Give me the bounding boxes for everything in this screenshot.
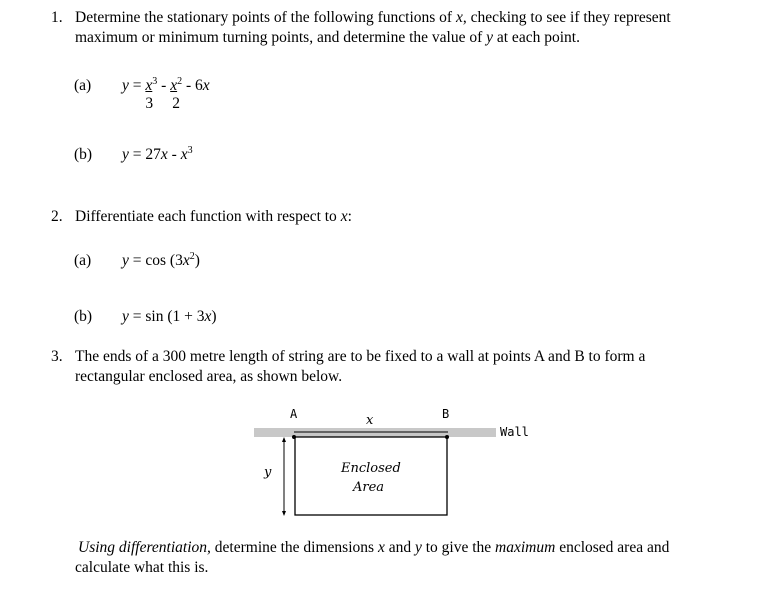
q3-text-line1: The ends of a 300 metre length of string are to be fixed to a wall at points A and B to form a [75, 348, 646, 365]
q1-number: 1. [51, 9, 63, 26]
label-wall: Wall [500, 425, 529, 439]
label-area: Area [353, 480, 385, 495]
y-arrow-top [282, 437, 286, 442]
q2a-equation: $y = \cos (3x^2)$ [122, 251, 200, 269]
y-arrow-bottom [282, 511, 286, 516]
q1b-equation: $y = 27x - x^3$ [122, 145, 193, 163]
q3-final-line2: calculate what this is. [75, 559, 209, 576]
q2a-label: (a) [74, 252, 92, 269]
q3-number: 3. [51, 348, 63, 365]
label-point-b: B [442, 407, 450, 421]
label-y: y [264, 465, 272, 480]
q1a-equation: $y = x^3$ 3 - $x^2$ 2 - 6x [122, 76, 210, 112]
q1b-label: (b) [74, 146, 93, 163]
q1-text-line2: maximum or minimum turning points, and determine the value of y at each point. [75, 29, 580, 46]
q3-text-line2: rectangular enclosed area, as shown below. [75, 368, 343, 385]
q1a-label: (a) [74, 77, 92, 94]
label-x: x [366, 413, 374, 428]
label-point-a: A [290, 407, 298, 421]
q2b-equation: y = sin (1 + 3x) [122, 308, 217, 325]
q2b-label: (b) [74, 308, 93, 325]
q1a-denominator-2: 2 [172, 95, 180, 112]
q2-text: Differentiate each function with respect to x: [75, 208, 352, 225]
label-enclosed: Enclosed [341, 461, 401, 476]
q1a-denominator-1: 3 [145, 95, 154, 112]
q3-final-line1: Using differentiation, determine the dimensions x and y to give the maximum enclosed area and [78, 539, 670, 556]
q1-text-line1: Determine the stationary points of the following functions of x, checking to see if they represent [75, 9, 671, 26]
q2-number: 2. [51, 208, 63, 225]
